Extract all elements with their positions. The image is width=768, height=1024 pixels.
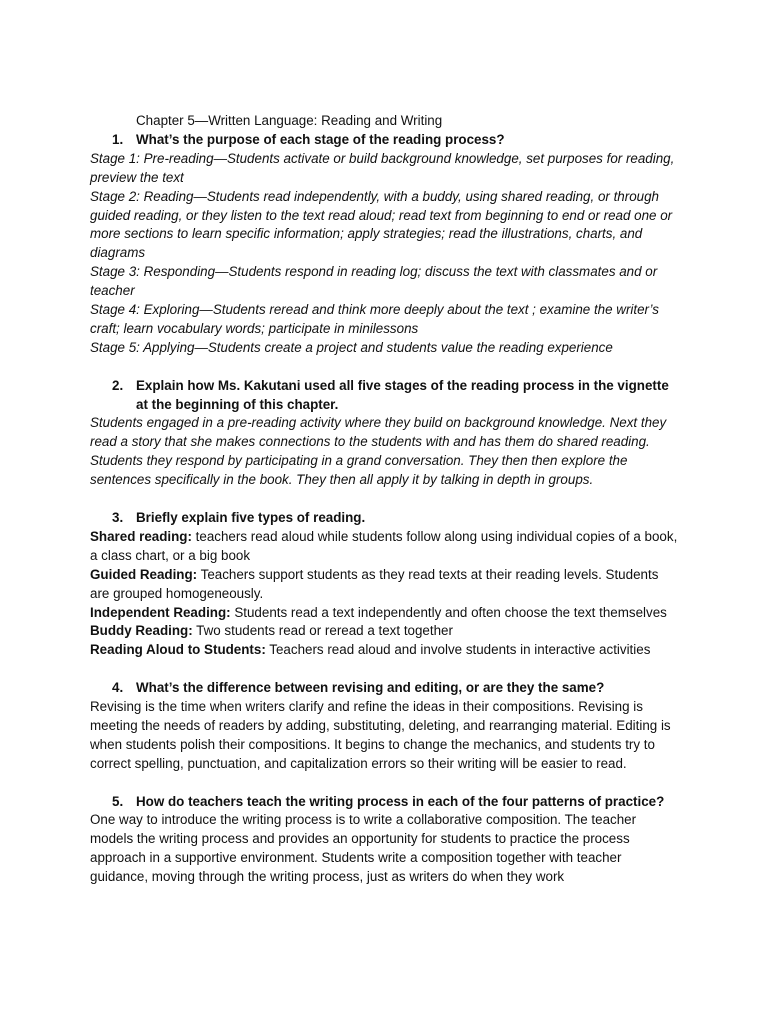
- question-1-text: What’s the purpose of each stage of the reading process?: [136, 131, 505, 147]
- question-2: [90, 377, 680, 415]
- question-1-number: 1.: [112, 131, 124, 147]
- reading-type-desc: teachers read aloud while students follow along using individual copies of a book, a class chart, or a big book: [90, 528, 678, 563]
- reading-type-aloud: [90, 641, 680, 660]
- question-1: [90, 131, 680, 150]
- reading-type-desc: Students read a text independently and often choose the text themselves: [230, 604, 667, 620]
- stage-3: Stage 3: Responding—Students respond in reading log; discuss the text with classmates and or teacher: [90, 264, 658, 299]
- reading-type-desc: Two students read or reread a text together: [192, 623, 453, 639]
- stage-4: Stage 4: Exploring—Students reread and think more deeply about the text ; examine the writer’s craft; learn vocabulary words; participate in minilessons: [90, 302, 659, 336]
- question-3-number: 3.: [112, 510, 124, 525]
- reading-type-term: Guided Reading:: [90, 566, 198, 582]
- question-2-text: Explain how Ms. Kakutani used all five stages of the reading process in the vignette at the beginning of this chapter.: [136, 377, 669, 412]
- reading-type-term: Independent Reading:: [90, 604, 231, 620]
- reading-type-desc: Teachers read aloud and involve students in interactive activities: [265, 642, 651, 658]
- question-2-number: 2.: [112, 377, 124, 393]
- reading-type-buddy: [90, 622, 680, 641]
- reading-type-desc: Teachers support students as they read texts at their reading levels. Students are grouped homogeneously.: [90, 566, 659, 601]
- answer-2: Students engaged in a pre-reading activity where they build on background knowledge. Next they read a story that she makes connections to the students with and has them do shared reading. Students they respond by participating in a grand conversation. They then then explore the sentences specifically in the book. They then all apply it by talking in depth in groups.: [90, 415, 667, 488]
- reading-type-term: Reading Aloud to Students:: [90, 642, 266, 658]
- stage-1: Stage 1: Pre-reading—Students activate or build background knowledge, set purposes for reading, preview the text: [90, 150, 675, 185]
- reading-type-term: Buddy Reading:: [90, 623, 193, 639]
- question-5-text: How do teachers teach the writing process in each of the four patterns of practice?: [136, 793, 665, 809]
- question-4-number: 4.: [112, 680, 124, 696]
- question-5-number: 5.: [112, 793, 124, 809]
- answer-4: Revising is the time when writers clarify and refine the ideas in their compositions. Revising is meeting the needs of readers by adding, substituting, deleting, and rearranging material. Editing is when students polish their compositions. It begins to change the mechanics, and students try to correct spelling, punctuation, and capitalization errors so their writing will be easier to read.: [90, 699, 671, 771]
- question-3: [90, 509, 680, 528]
- stage-2: Stage 2: Reading—Students read independently, with a buddy, using shared reading, or through guided reading, or they listen to the text read aloud; read text from beginning to end or read one or more sections to learn specific information; apply strategies; read the illustrations, charts, and diagrams: [90, 188, 673, 261]
- reading-type-independent: [90, 604, 680, 623]
- question-4: [90, 679, 680, 698]
- reading-type-term: Shared reading:: [90, 528, 192, 544]
- reading-type-shared: [90, 528, 680, 566]
- reading-type-guided: [90, 566, 680, 604]
- question-4-text: What’s the difference between revising and editing, or are they the same?: [136, 680, 605, 696]
- document-page: [90, 112, 680, 887]
- answer-5: One way to introduce the writing process is to write a collaborative composition. The teacher models the writing process and provides an opportunity for students to practice the process approach in a supportive environment. Students write a composition together with teacher guidance, moving through the writing process, just as writers do when they work: [90, 812, 637, 885]
- stage-5: Stage 5: Applying—Students create a project and students value the reading experience: [90, 339, 613, 355]
- chapter-title: Chapter 5—Written Language: Reading and Writing: [136, 113, 443, 128]
- question-5: [90, 793, 680, 812]
- question-3-text: Briefly explain five types of reading.: [136, 510, 366, 525]
